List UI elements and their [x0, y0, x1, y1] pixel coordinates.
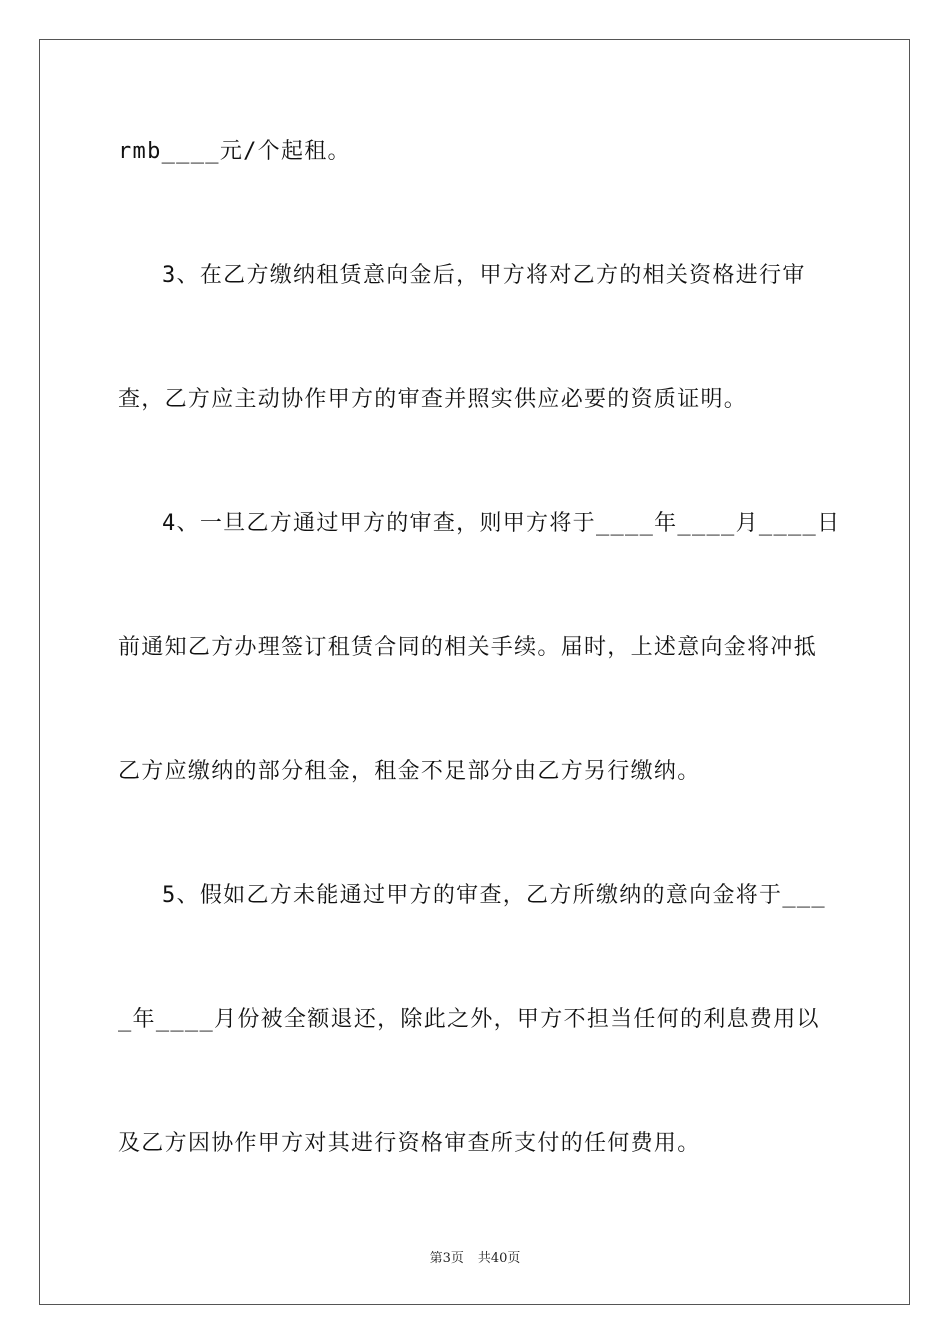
paragraph-4-line-1: 4、一旦乙方通过甲方的审查，则甲方将于____年____月____日 — [162, 511, 841, 536]
paragraph-4-line-2: 前通知乙方办理签订租赁合同的相关手续。届时，上述意向金将冲抵 — [118, 635, 818, 660]
paragraph-5-line-1: 5、假如乙方未能通过甲方的审查，乙方所缴纳的意向金将于___ — [162, 883, 826, 908]
paragraph-5-line-3: 及乙方因协作甲方对其进行资格审查所支付的任何费用。 — [118, 1131, 701, 1156]
paragraph-3-line-2: 查，乙方应主动协作甲方的审查并照实供应必要的资质证明。 — [118, 387, 748, 412]
paragraph-line-1: rmb____元/个起租。 — [118, 139, 351, 164]
page-border — [39, 39, 910, 1305]
paragraph-5-line-2: _年____月份被全额退还，除此之外，甲方不担当任何的利息费用以 — [118, 1007, 820, 1032]
page-footer — [0, 1247, 950, 1266]
page-number: 第3页 — [429, 1251, 464, 1266]
paragraph-4-line-3: 乙方应缴纳的部分租金，租金不足部分由乙方另行缴纳。 — [118, 759, 701, 784]
page-total: 共40页 — [477, 1251, 521, 1266]
paragraph-3-line-1: 3、在乙方缴纳租赁意向金后，甲方将对乙方的相关资格进行审 — [162, 263, 806, 288]
